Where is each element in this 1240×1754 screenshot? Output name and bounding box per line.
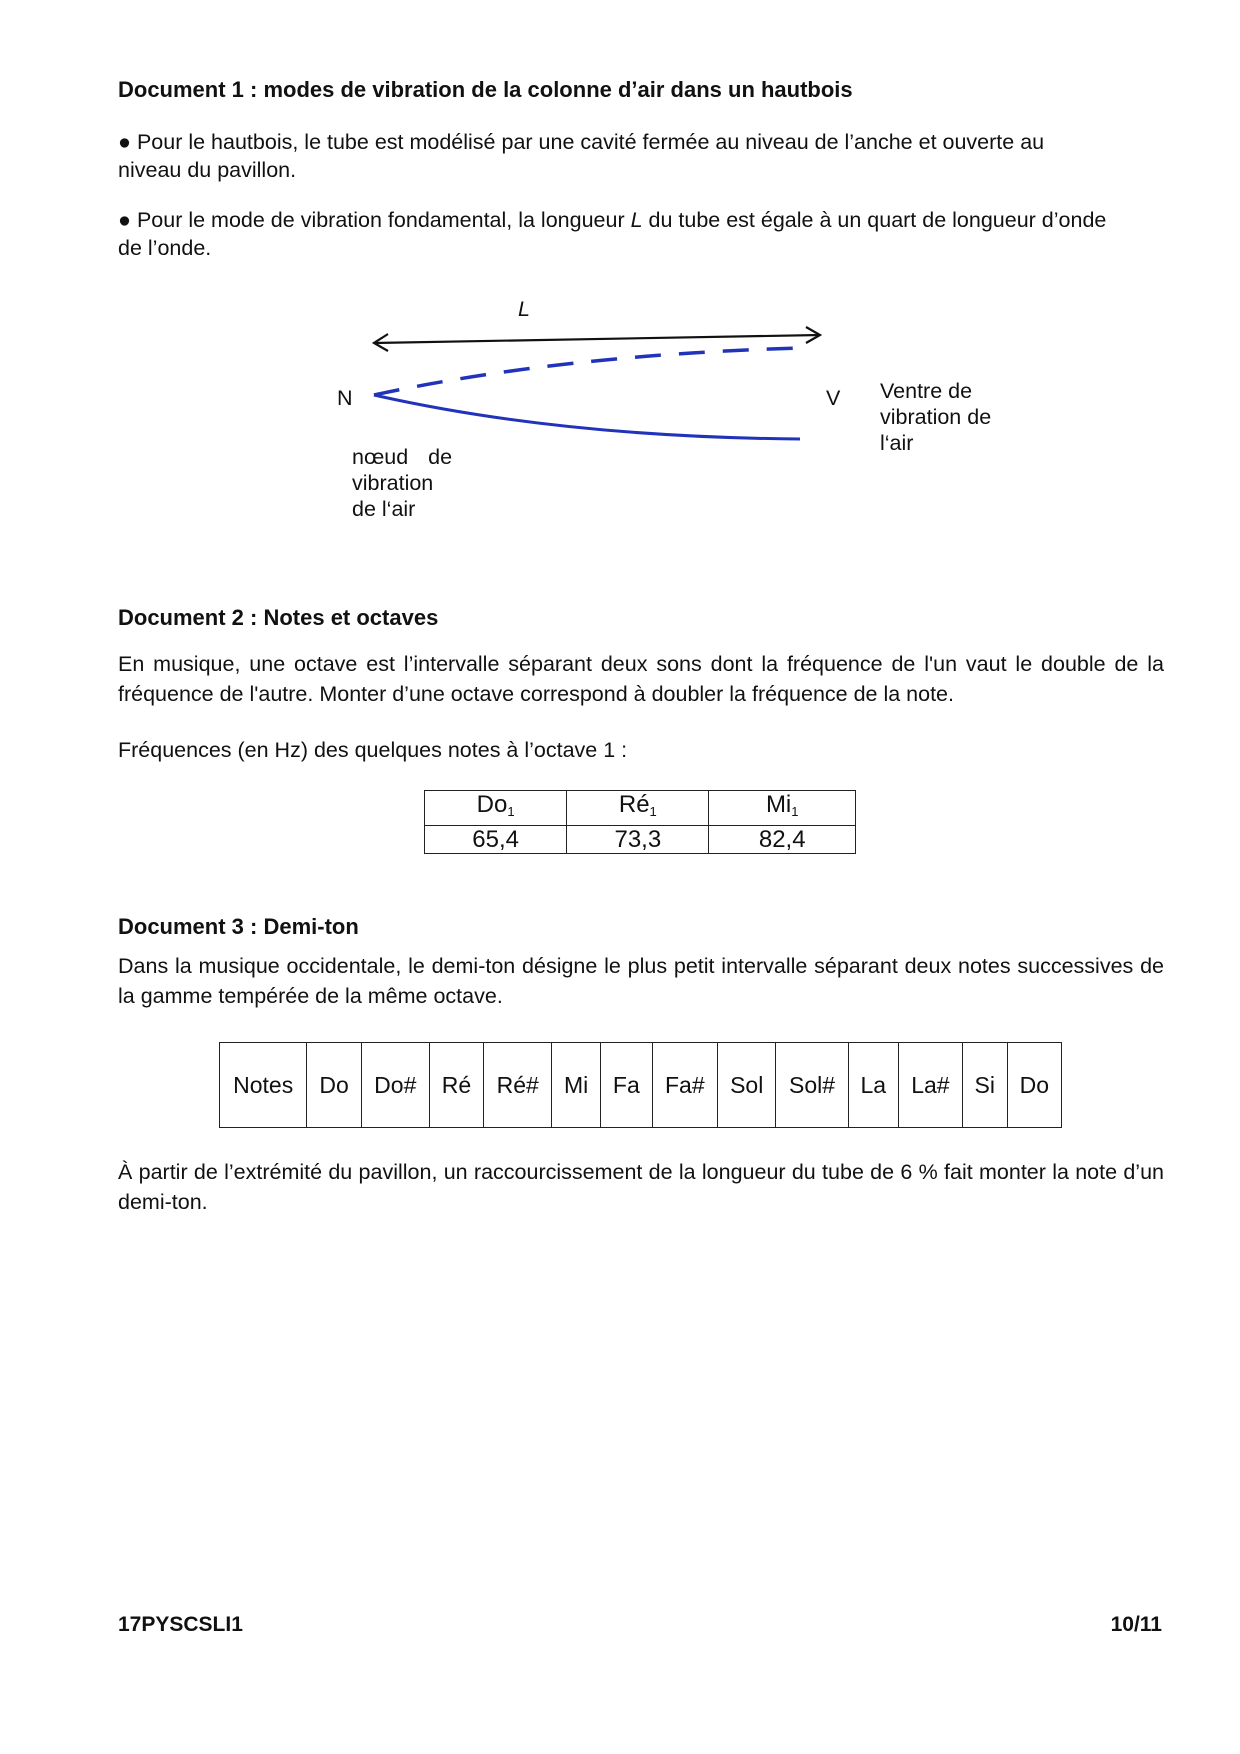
length-variable: L — [630, 208, 643, 232]
node-label-line-1: nœud de — [352, 445, 453, 469]
note-cell: Ré — [429, 1043, 483, 1128]
note-cell: Sol — [717, 1043, 775, 1128]
frequency-table — [424, 790, 856, 854]
semitone-row — [220, 1043, 1062, 1128]
antinode-label-line-3: l‘air — [880, 431, 914, 455]
freq-mi1: 82,4 — [709, 826, 856, 854]
note-cell: Sol# — [776, 1043, 848, 1128]
doc1-bullet-2-end: du tube est égale à un quart de longueur d’onde de l’onde. — [118, 208, 1107, 260]
note-cell: Do — [307, 1043, 361, 1128]
antinode-letter: V — [826, 386, 841, 410]
footer-code: 17PYSCSLI1 — [118, 1613, 243, 1636]
footer-page-number: 10/11 — [1110, 1613, 1162, 1636]
node-label-line-2: vibration — [352, 471, 434, 495]
note-cell: Do — [1007, 1043, 1061, 1128]
note-mi1: $Mi_1$ — [709, 791, 856, 826]
length-arrow — [374, 327, 820, 351]
note-cell: Si — [962, 1043, 1007, 1128]
doc3-conclusion: À partir de l’extrémité du pavillon, un raccourcissement de la longueur du tube de 6 % fait monter la note d’un demi-ton. — [118, 1160, 1164, 1214]
notes-header-cell: Notes — [220, 1043, 307, 1128]
frequency-table-header — [425, 791, 856, 826]
frequency-table-values — [425, 826, 856, 854]
doc1-heading: Document 1 : modes de vibration de la colonne d’air dans un hautbois — [118, 77, 853, 102]
note-cell: Do# — [361, 1043, 429, 1128]
doc1-bullet-2-start: ● Pour le mode de vibration fondamental, la longueur — [118, 208, 631, 232]
doc3-heading: Document 3 : Demi-ton — [118, 914, 359, 939]
antinode-label-line-2: vibration de — [880, 405, 992, 429]
doc2-table-intro: Fréquences (en Hz) des quelques notes à l’octave 1 : — [118, 738, 628, 762]
antinode-label-line-1: Ventre de — [880, 379, 973, 403]
note-cell: Fa — [601, 1043, 653, 1128]
node-letter: N — [337, 386, 353, 410]
freq-do1: 65,4 — [425, 826, 567, 854]
pressure-wave-solid — [374, 395, 800, 439]
note-cell: Ré# — [484, 1043, 552, 1128]
freq-re1: 73,3 — [567, 826, 709, 854]
node-label — [352, 444, 452, 522]
doc2-heading: Document 2 : Notes et octaves — [118, 605, 439, 630]
node-label-line-3: de l‘air — [352, 497, 416, 521]
note-cell: La# — [898, 1043, 962, 1128]
note-cell: La — [848, 1043, 898, 1128]
note-cell: Mi — [552, 1043, 601, 1128]
antinode-label — [880, 378, 991, 456]
doc2-paragraph: En musique, une octave est l’intervalle séparant deux sons dont la fréquence de l'un vaut le double de la fréquence de l'autre. Monter d’une octave correspond à doubler la fréquence de la note. — [118, 652, 1164, 706]
length-label: L — [518, 297, 530, 321]
doc3-paragraph: Dans la musique occidentale, le demi-ton désigne le plus petit intervalle séparant deux notes successives de la gamme tempérée de la même octave. — [118, 954, 1164, 1008]
pressure-wave-dashed — [374, 348, 800, 395]
note-cell: Fa# — [652, 1043, 717, 1128]
doc1-bullet-1: ● Pour le hautbois, le tube est modélisé par une cavité fermée au niveau de l’anche et ouverte au niveau du pavillon. — [118, 130, 1045, 182]
note-re1: $Ré_1$ — [567, 791, 709, 826]
doc1-bullet-2 — [118, 206, 1128, 262]
semitone-table — [219, 1042, 1062, 1128]
note-do1: $Do_1$ — [425, 791, 567, 826]
